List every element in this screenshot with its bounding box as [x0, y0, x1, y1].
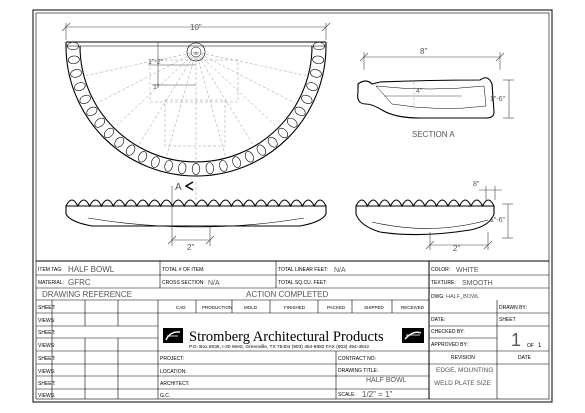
- row-label-sheet: SHEET:: [38, 356, 56, 362]
- location-label: LOCATION:: [160, 369, 187, 375]
- architect-label: ARCHITECT:: [160, 381, 190, 387]
- plan-dimension-a: 1"-2": [148, 59, 164, 66]
- revision-label: REVISION: [451, 355, 475, 361]
- action-col-cad: CAD: [176, 305, 186, 310]
- row-label-views: VIEWS:: [38, 318, 56, 324]
- material-value: GFRC: [68, 278, 91, 287]
- revision-note: WELD PLATE SIZE: [434, 380, 491, 387]
- sheet-total: 1: [538, 343, 542, 349]
- drawing-title-value: HALF BOWL: [366, 377, 407, 384]
- company-name: Stromberg Architectural Products: [189, 329, 384, 345]
- linear-feet-label: TOTAL LINEAR FEET:: [278, 267, 328, 273]
- item-tag-value: HALF BOWL: [68, 265, 115, 274]
- revision-note: EDGE, MOUNTING: [436, 367, 494, 374]
- action-col-shipped: SHIPPED: [364, 305, 384, 310]
- revision-date-label: DATE: [518, 355, 531, 361]
- sheet-label: SHEET: [499, 317, 516, 323]
- sheet-number: 1: [511, 330, 522, 350]
- scale-label: SCALE:: [338, 392, 356, 398]
- action-completed-heading: ACTION COMPLETED: [246, 290, 329, 299]
- cross-section-value: N/A: [208, 280, 220, 287]
- side-bottom-dimension: 2": [453, 244, 461, 253]
- front-bottom-dimension: 2": [187, 243, 195, 252]
- row-label-views: VIEWS:: [38, 393, 56, 399]
- drawn-by-label: DRAWN BY:: [499, 305, 527, 311]
- front-elevation: [66, 182, 326, 246]
- cross-section-label: CROSS SECTION:: [162, 280, 205, 286]
- material-label: MATERIAL:: [38, 280, 65, 286]
- action-col-finished: FINISHED: [284, 305, 306, 310]
- date-label: DATE:: [431, 317, 446, 323]
- row-label-views: VIEWS:: [38, 369, 56, 375]
- color-label: COLOR:: [431, 267, 451, 273]
- side-height-dimension: 1"-6": [490, 217, 506, 224]
- sheet-of-label: OF: [527, 343, 534, 349]
- action-col-production: PRODUCTION: [202, 305, 233, 310]
- dwg-label: DWG:: [431, 294, 445, 300]
- row-label-views: VIEWS:: [38, 343, 56, 349]
- section-height-dimension: 1"-6": [490, 96, 506, 103]
- project-label: PROJECT:: [160, 356, 185, 362]
- dwg-value: HALF_BOWL: [446, 294, 480, 300]
- action-col-received: RECEIVED: [401, 305, 425, 310]
- drawing-reference-heading: DRAWING REFERENCE: [42, 290, 132, 299]
- action-col-packed: PACKED: [327, 305, 346, 310]
- plan-width-dimension: 10": [190, 23, 202, 32]
- drawing-title-label: DRAWING TITLE:: [338, 368, 379, 374]
- plan-dimension-b: 1": [153, 84, 160, 91]
- scale-value: 1/2" = 1": [362, 390, 393, 399]
- section-width-dimension: 8": [420, 47, 428, 56]
- color-value: WHITE: [456, 267, 479, 274]
- item-tag-label: ITEM TAG:: [38, 267, 63, 273]
- section-a-view: [358, 52, 514, 118]
- approved-by-label: APPROVED BY:: [431, 342, 468, 348]
- texture-label: TEXTURE:: [431, 280, 456, 286]
- side-top-dimension: 8": [473, 181, 480, 188]
- row-label-sheet: SHEET:: [38, 305, 56, 311]
- section-a-label: SECTION A: [412, 130, 455, 139]
- section-inner-dimension: 4": [416, 88, 423, 95]
- company-address: P.O. Box 8036, I-30 West, Greenville, TX 75404 (903) 454-8682 FAX (903) 454-3642: [189, 345, 369, 350]
- contract-no-label: CONTRACT NO:: [338, 356, 376, 362]
- checked-by-label: CHECKED BY:: [431, 329, 465, 335]
- gc-label: G.C.: [160, 393, 171, 399]
- plan-view: [62, 23, 330, 176]
- section-cut-marker: A: [175, 182, 182, 193]
- square-feet-label: TOTAL SQ.CU. FEET:: [278, 280, 328, 286]
- texture-value: SMOOTH: [462, 280, 493, 287]
- row-label-sheet: SHEET:: [38, 330, 56, 336]
- linear-feet-value: N/A: [334, 267, 346, 274]
- action-col-mold: MOLD: [244, 305, 258, 310]
- row-label-sheet: SHEET:: [38, 381, 56, 387]
- total-items-label: TOTAL # OF ITEM:: [162, 267, 205, 273]
